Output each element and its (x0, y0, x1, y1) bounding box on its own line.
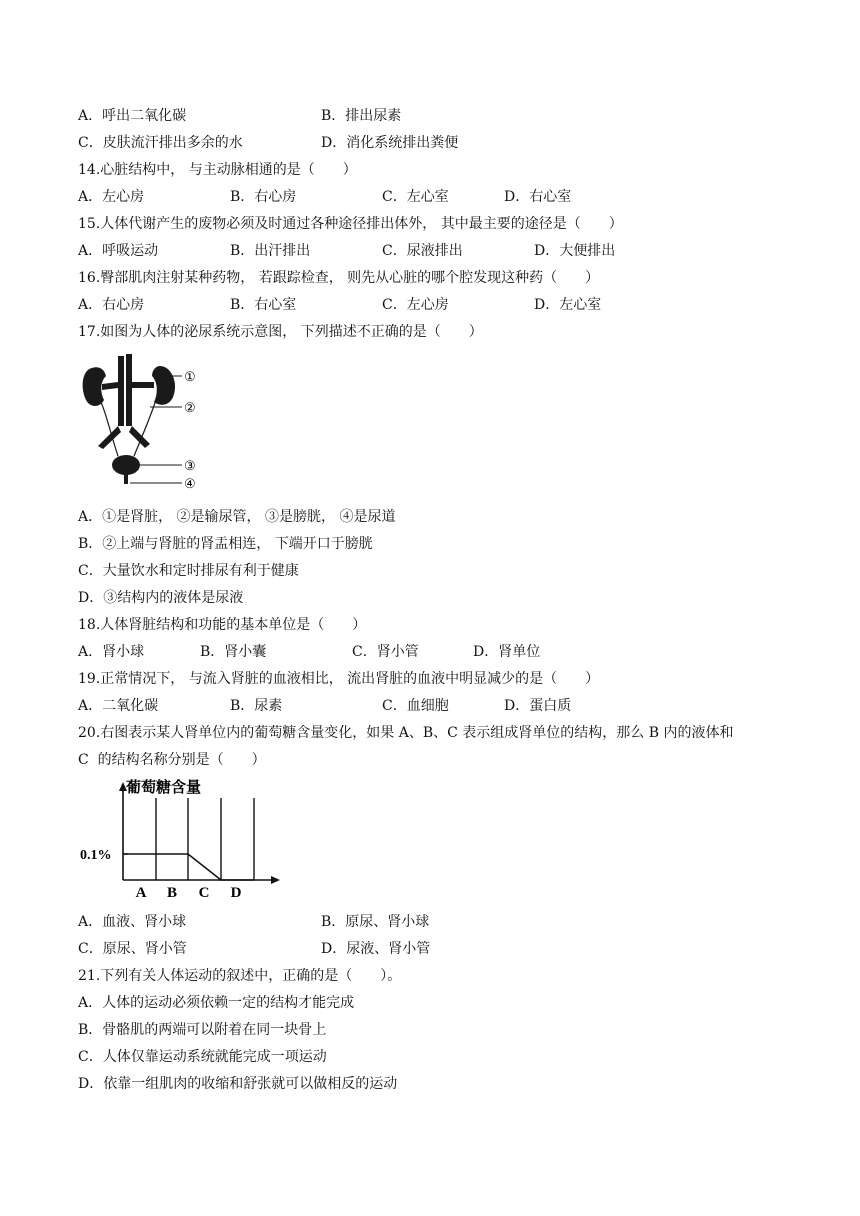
q14-option-d: D．右心室 (504, 189, 572, 205)
q21-option-a: A．人体的运动必须依赖一定的结构才能完成 (78, 995, 355, 1011)
q21-option-d: D．依靠一组肌肉的收缩和舒张就可以做相反的运动 (78, 1076, 398, 1092)
q19-stem: 19.正常情况下， 与流入肾脏的血液相比， 流出肾脏的血液中明显减少的是（ ） (78, 671, 600, 687)
q14-option-a: A．左心房 (78, 189, 145, 205)
q18-option-d: D．肾单位 (473, 644, 541, 660)
urinary-system-figure (78, 352, 208, 494)
x-tick-label-a: A (135, 885, 147, 901)
aorta (118, 356, 124, 426)
q15-stem: 15.人体代谢产生的废物必须及时通过各种途径排出体外， 其中最主要的途径是（ ） (78, 216, 623, 232)
q17-stem: 17.如图为人体的泌尿系统示意图， 下列描述不正确的是（ ） (78, 324, 483, 340)
q16-stem: 16.臀部肌肉注射某种药物， 若跟踪检查， 则先从心脏的哪个腔发现这种药（ ） (78, 270, 600, 286)
bladder (112, 455, 140, 475)
q16-option-b: B．右心室 (230, 297, 297, 313)
q21-option-c: C．人体仅靠运动系统就能完成一项运动 (78, 1049, 327, 1065)
q19-option-b: B．尿素 (230, 698, 283, 714)
q15-option-a: A．呼吸运动 (78, 243, 159, 259)
q13-option-c: C．皮肤流汗排出多余的水 (78, 135, 243, 151)
q17-option-d: D．③结构内的液体是尿液 (78, 590, 244, 606)
q16-option-c: C．左心房 (382, 297, 449, 313)
q20-option-c: C．原尿、肾小管 (78, 941, 187, 957)
q20-option-d: D．尿液、肾小管 (321, 941, 431, 957)
y-tick-label: 0.1% (80, 848, 112, 863)
q20-stem-line2: C 的结构名称分别是（ ） (78, 752, 266, 768)
urethra (124, 474, 128, 484)
q15-option-d: D．大便排出 (534, 243, 616, 259)
q17-option-c: C．大量饮水和定时排尿有利于健康 (78, 563, 299, 579)
q19-option-a: A．二氧化碳 (78, 698, 159, 714)
q17-option-a: A．①是肾脏， ②是输尿管， ③是膀胱， ④是尿道 (78, 509, 396, 525)
q17-option-b: B．②上端与肾脏的肾盂相连， 下端开口于膀胱 (78, 536, 373, 552)
q21-option-b: B．骨骼肌的两端可以附着在同一块骨上 (78, 1022, 327, 1038)
x-tick-label-c: C (198, 885, 210, 901)
chart-title: 葡萄糖含量 (126, 780, 202, 796)
q18-option-a: A．肾小球 (78, 644, 145, 660)
q21-stem: 21.下列有关人体运动的叙述中，正确的是（ ）。 (78, 968, 402, 984)
q18-stem: 18.人体肾脏结构和功能的基本单位是（ ） (78, 617, 367, 633)
label-1: ① (184, 369, 196, 384)
q20-option-a: A．血液、肾小球 (78, 914, 187, 930)
q14-stem: 14.心脏结构中， 与主动脉相通的是（ ） (78, 162, 357, 178)
q14-option-b: B．右心房 (230, 189, 297, 205)
vena-cava (126, 354, 132, 426)
x-tick-label-d: D (230, 885, 242, 901)
label-2: ② (184, 400, 196, 415)
q18-option-b: B．肾小囊 (200, 644, 267, 660)
right-kidney (152, 366, 175, 405)
q18-option-c: C．肾小管 (352, 644, 419, 660)
q13-option-b: B．排出尿素 (321, 108, 402, 124)
label-4: ④ (184, 476, 196, 491)
x-tick-label-b: B (166, 885, 178, 901)
q13-option-d: D．消化系统排出粪便 (321, 135, 459, 151)
glucose-chart (78, 776, 284, 902)
x-axis-arrow (271, 876, 280, 884)
label-3: ③ (184, 458, 196, 473)
q20-option-b: B．原尿、肾小球 (321, 914, 430, 930)
q13-option-a: A．呼出二氧化碳 (78, 108, 187, 124)
q15-option-b: B．出汗排出 (230, 243, 311, 259)
q19-option-d: D．蛋白质 (504, 698, 572, 714)
q20-stem-line1: 20.右图表示某人肾单位内的葡萄糖含量变化，如果 A、B、C 表示组成肾单位的结构，那么 B 内的液体和 (78, 725, 734, 741)
q19-option-c: C．血细胞 (382, 698, 449, 714)
q15-option-c: C．尿液排出 (382, 243, 463, 259)
q16-option-d: D．左心室 (534, 297, 602, 313)
q16-option-a: A．右心房 (78, 297, 145, 313)
q14-option-c: C．左心室 (382, 189, 449, 205)
